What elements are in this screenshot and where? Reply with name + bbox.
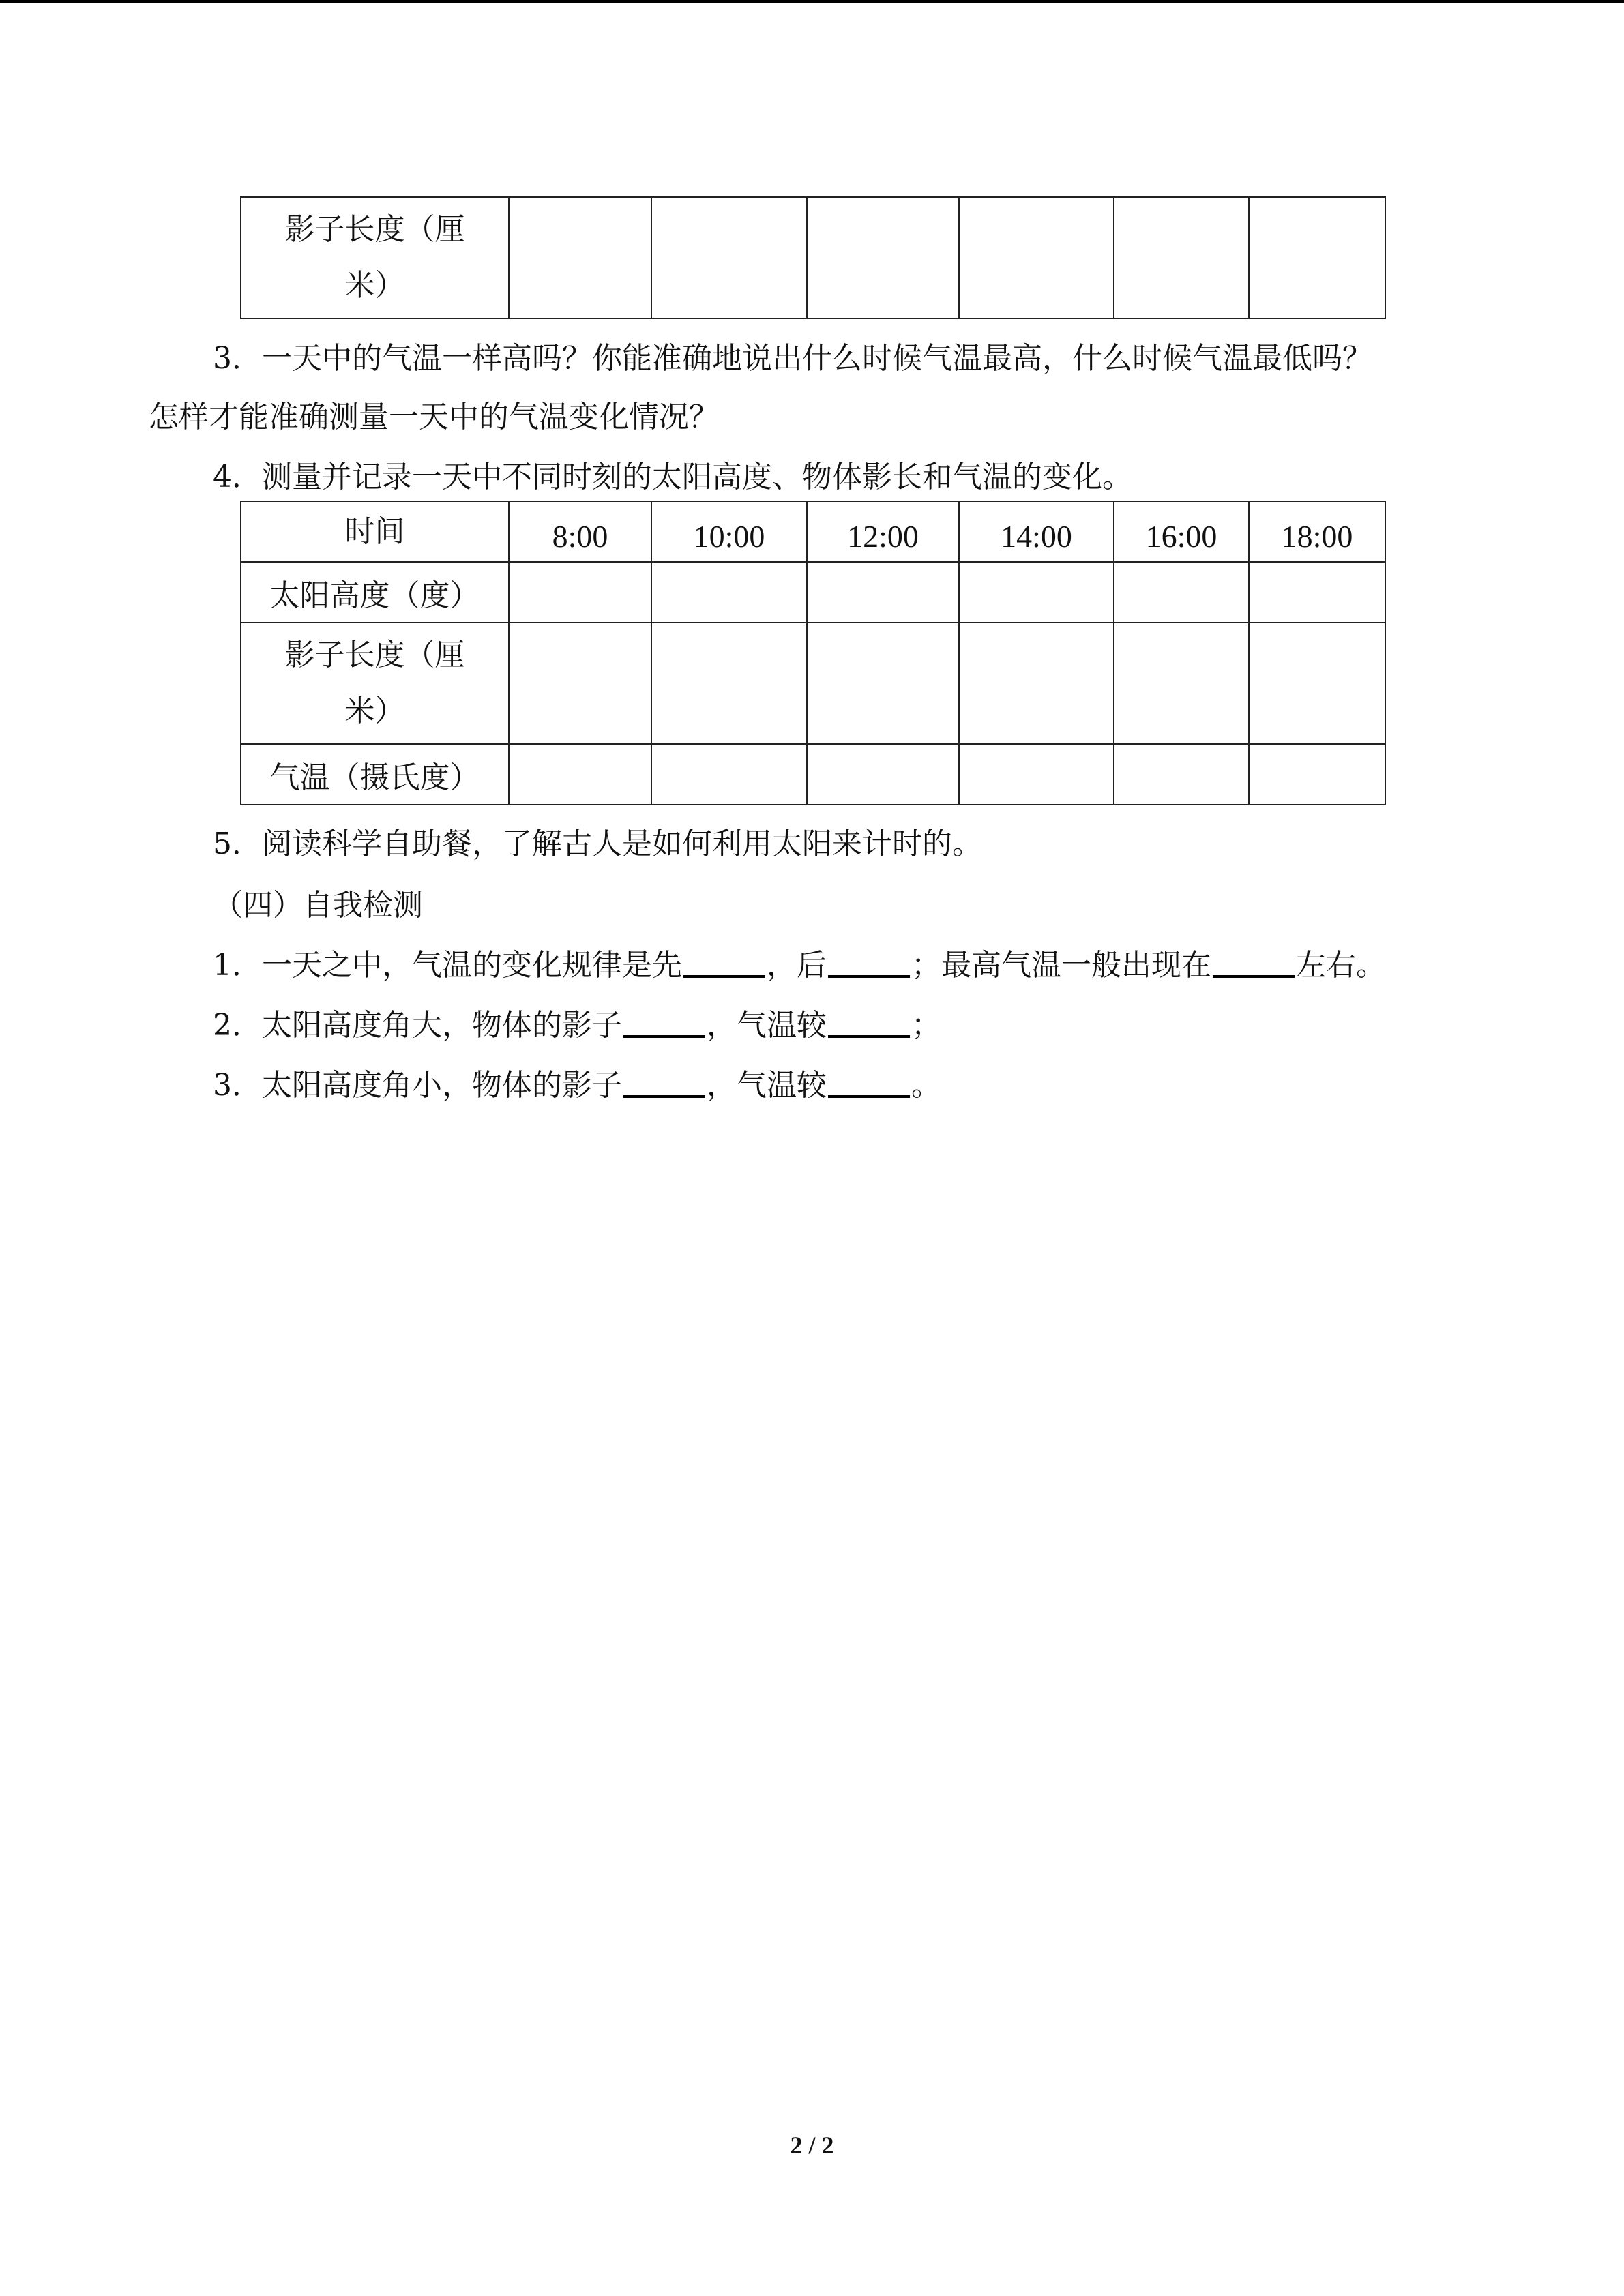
table-cell-empty[interactable] [509, 197, 651, 318]
question-5: 5．阅读科学自助餐，了解古人是如何利用太阳来计时的。 [213, 826, 982, 861]
table-cell-empty[interactable] [1249, 562, 1385, 623]
measurement-table [240, 501, 1386, 805]
row-label-shadow-length [241, 197, 509, 318]
shadow-length-table-continued [240, 196, 1386, 319]
self-check-2-text-a: 2．太阳高度角大，物体的影子 [213, 1008, 622, 1043]
question-3-line2: 怎样才能准确测量一天中的气温变化情况？ [149, 400, 719, 434]
table-cell-empty[interactable] [1249, 744, 1385, 805]
answer-blank[interactable] [828, 945, 910, 978]
table-cell-empty[interactable] [959, 197, 1114, 318]
row-label-line2: 米） [344, 268, 405, 303]
answer-blank[interactable] [1213, 945, 1295, 978]
table-cell-empty[interactable] [509, 562, 651, 623]
table-cell-empty[interactable] [509, 744, 651, 805]
self-check-3-text-a: 3．太阳高度角小，物体的影子 [213, 1068, 622, 1103]
header-time-0800: 8:00 [509, 501, 651, 562]
self-check-2-text-b: ，气温较 [707, 1008, 827, 1043]
self-check-3-text-c: 。 [911, 1068, 941, 1103]
table-cell-empty[interactable] [651, 562, 807, 623]
table-cell-empty[interactable] [1114, 197, 1249, 318]
table-row [241, 562, 1385, 623]
row-label-line1: 影子长度（厘 [284, 638, 465, 672]
self-check-1-text-c: ；最高气温一般出现在 [911, 948, 1211, 983]
header-time-label: 时间 [241, 501, 509, 562]
table-cell-empty[interactable] [1114, 562, 1249, 623]
table-cell-empty[interactable] [651, 623, 807, 744]
self-check-2-text-c: ； [911, 1008, 941, 1043]
self-check-1 [213, 945, 1386, 986]
header-time-1600: 16:00 [1114, 501, 1249, 562]
table-cell-empty[interactable] [509, 623, 651, 744]
table-cell-empty[interactable] [807, 197, 959, 318]
table-cell-empty[interactable] [1249, 197, 1385, 318]
table-cell-empty[interactable] [807, 744, 959, 805]
page-number: 2 / 2 [790, 2132, 834, 2159]
table-row [241, 197, 1385, 318]
header-time-1200: 12:00 [807, 501, 959, 562]
self-check-3-text-b: ，气温较 [707, 1068, 827, 1103]
row-label-line1: 影子长度（厘 [284, 212, 465, 247]
header-time-1000: 10:00 [651, 501, 807, 562]
self-check-1-text-a: 1．一天之中，气温的变化规律是先 [213, 948, 682, 983]
table-cell-empty[interactable] [1114, 744, 1249, 805]
table-row [241, 623, 1385, 744]
answer-blank[interactable] [828, 1005, 910, 1038]
self-check-3 [213, 1065, 941, 1106]
table-cell-empty[interactable] [1249, 623, 1385, 744]
table-cell-empty[interactable] [807, 562, 959, 623]
section-title-self-check: （四）自我检测 [213, 888, 423, 923]
table-cell-empty[interactable] [959, 744, 1114, 805]
table-cell-empty[interactable] [1114, 623, 1249, 744]
self-check-1-text-b: ，后 [767, 948, 827, 983]
table-cell-empty[interactable] [651, 744, 807, 805]
row-label-sun-height: 太阳高度（度） [241, 562, 509, 623]
answer-blank[interactable] [623, 1005, 705, 1038]
self-check-1-text-d: 左右。 [1296, 948, 1386, 983]
row-label-line2: 米） [344, 694, 405, 728]
table-header-row [241, 501, 1385, 562]
table-cell-empty[interactable] [959, 623, 1114, 744]
table-cell-empty[interactable] [807, 623, 959, 744]
self-check-2 [213, 1005, 941, 1046]
header-time-1400: 14:00 [959, 501, 1114, 562]
question-3-line1: 3．一天中的气温一样高吗？你能准确地说出什么时候气温最高，什么时候气温最低吗？ [213, 341, 1372, 376]
table-cell-empty[interactable] [959, 562, 1114, 623]
question-4: 4．测量并记录一天中不同时刻的太阳高度、物体影长和气温的变化。 [213, 460, 1132, 494]
answer-blank[interactable] [683, 945, 765, 978]
answer-blank[interactable] [623, 1065, 705, 1098]
row-label-temperature: 气温（摄氏度） [241, 744, 509, 805]
table-cell-empty[interactable] [651, 197, 807, 318]
header-time-1800: 18:00 [1249, 501, 1385, 562]
answer-blank[interactable] [828, 1065, 910, 1098]
table-row [241, 744, 1385, 805]
row-label-shadow-length [241, 623, 509, 744]
